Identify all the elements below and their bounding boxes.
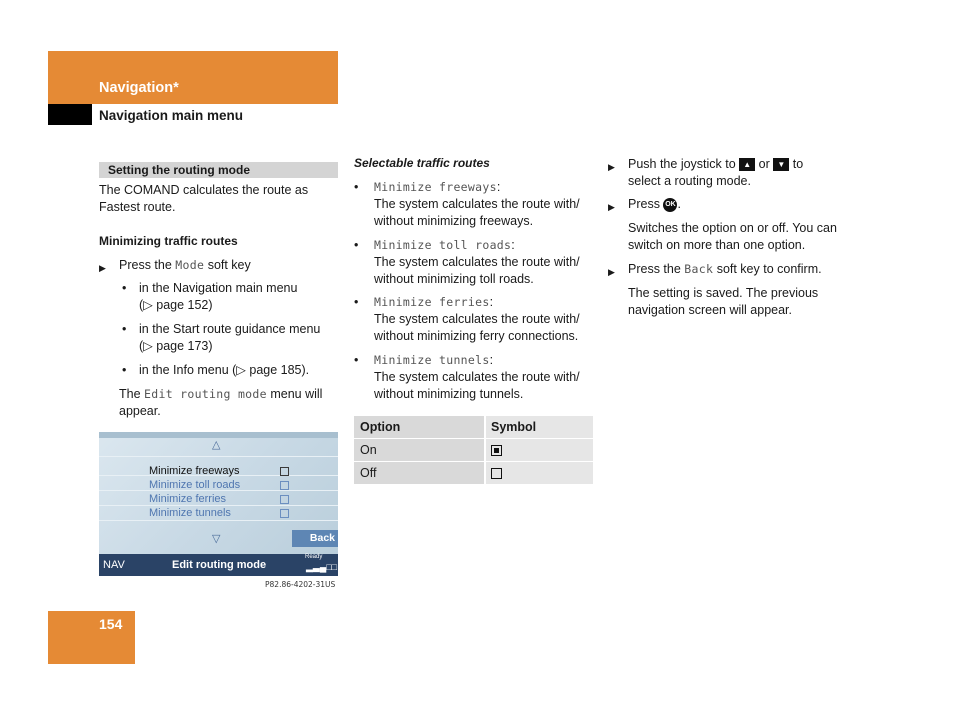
bullet-dot-icon: • bbox=[354, 353, 359, 367]
intro-text: The COMAND calculates the route as Fastest route. bbox=[99, 183, 309, 214]
list-item: • Minimize tunnels: The system calculates the route with/ without minimizing tunnels. bbox=[354, 353, 580, 401]
comand-screen bbox=[99, 432, 338, 576]
page-number: 154 bbox=[99, 616, 123, 632]
header-bar bbox=[48, 51, 338, 104]
section-heading-bar bbox=[99, 162, 338, 178]
list-item: • in the Info menu (▷ page 185). bbox=[122, 363, 310, 377]
menu-item-minimize-ferries[interactable]: Minimize ferries bbox=[149, 493, 227, 505]
list-item: • Minimize freeways: The system calculates the route with/ without minimizing freeways. bbox=[354, 180, 580, 228]
table-header-symbol: Symbol bbox=[486, 416, 593, 438]
menu-item-minimize-toll-roads[interactable]: Minimize toll roads bbox=[149, 479, 241, 491]
signal-strength-icon: ▂▃▄□□ bbox=[306, 562, 338, 572]
table-header-row bbox=[354, 416, 593, 439]
triangle-right-icon: ▶ bbox=[608, 202, 615, 212]
step-note: Switches the option on or off. You can switch on more than one option. bbox=[628, 221, 837, 252]
ok-button-icon: OK bbox=[663, 198, 677, 212]
triangle-right-icon: ▶ bbox=[608, 267, 615, 277]
step-press-back: ▶ Press the Back soft key to confirm. bbox=[608, 261, 848, 278]
step-note: The setting is saved. The previous navigation screen will appear. bbox=[628, 286, 819, 317]
section-heading: Setting the routing mode bbox=[108, 163, 250, 177]
page-title: Navigation* bbox=[99, 80, 179, 96]
subsection-heading: Minimizing traffic routes bbox=[99, 234, 238, 248]
arrow-down-icon: ▼ bbox=[773, 158, 789, 171]
bullet-dot-icon: • bbox=[354, 295, 359, 309]
scroll-down-icon[interactable]: ▽ bbox=[212, 533, 221, 545]
edit-routing-mode-label: Edit routing mode bbox=[144, 387, 267, 401]
bullet-dot-icon: • bbox=[122, 322, 127, 336]
table-header-option: Option bbox=[354, 416, 484, 438]
section-marker bbox=[48, 104, 92, 125]
back-softkey-label: Back bbox=[684, 262, 714, 276]
list-item: • in the Start route guidance menu (▷ page 173) bbox=[122, 322, 321, 353]
status-title: Edit routing mode bbox=[172, 559, 267, 571]
menu-item-minimize-freeways[interactable]: Minimize freeways bbox=[149, 465, 240, 477]
bullet-dot-icon: • bbox=[354, 238, 359, 252]
triangle-right-icon: ▶ bbox=[608, 162, 615, 172]
table-row: Off bbox=[354, 462, 593, 485]
step-press-ok: ▶ Press OK . bbox=[608, 196, 848, 213]
mode-softkey-label: Mode bbox=[175, 258, 205, 272]
list-item: • Minimize ferries: The system calculates the route with/ without minimizing ferry connections. bbox=[354, 295, 580, 343]
triangle-right-icon: ▶ bbox=[99, 263, 106, 273]
checkbox-off-icon[interactable] bbox=[280, 481, 289, 490]
selectable-routes-heading: Selectable traffic routes bbox=[354, 156, 490, 170]
status-bar bbox=[99, 554, 338, 576]
ready-label: Ready bbox=[305, 554, 323, 560]
checkbox-off-icon[interactable] bbox=[280, 495, 289, 504]
option-symbol-table bbox=[354, 416, 593, 485]
checkbox-off-icon[interactable] bbox=[280, 509, 289, 518]
list-item: • Minimize toll roads: The system calculates the route with/ without minimizing toll roads. bbox=[354, 238, 580, 286]
step-press-mode: ▶ Press the Mode soft key bbox=[99, 257, 339, 274]
bullet-dot-icon: • bbox=[354, 180, 359, 194]
arrow-up-icon: ▲ bbox=[739, 158, 755, 171]
checkbox-off-icon bbox=[491, 468, 502, 479]
list-item: • in the Navigation main menu (▷ page 152) bbox=[122, 281, 298, 312]
page-subtitle: Navigation main menu bbox=[99, 108, 244, 123]
nav-label: NAV bbox=[103, 559, 125, 571]
result-text: The Edit routing mode menu will appear. bbox=[119, 387, 323, 418]
scroll-up-icon[interactable]: △ bbox=[212, 439, 221, 451]
bullet-dot-icon: • bbox=[122, 363, 127, 377]
checkbox-off-icon[interactable] bbox=[280, 467, 289, 476]
checkbox-on-icon bbox=[491, 445, 502, 456]
bullet-dot-icon: • bbox=[122, 281, 127, 295]
step-push-joystick: ▶ Push the joystick to ▲ or ▼ to select a routing mode. bbox=[608, 157, 804, 188]
table-row: On bbox=[354, 439, 593, 462]
back-softkey[interactable]: Back bbox=[292, 530, 338, 547]
figure-caption: P82.86-4202-31US bbox=[265, 580, 336, 589]
menu-item-minimize-tunnels[interactable]: Minimize tunnels bbox=[149, 507, 231, 519]
